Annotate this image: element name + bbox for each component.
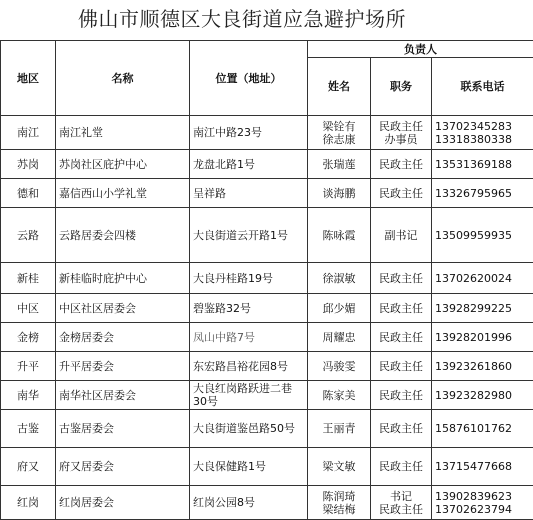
cell-location: 大良丹桂路19号: [190, 263, 308, 294]
cell-phone-line: 13531369188: [435, 158, 530, 171]
cell-district: 南华: [1, 381, 56, 410]
cell-position: [371, 179, 432, 208]
cell-position-line: 民政主任: [374, 389, 428, 402]
cell-phone: [432, 150, 533, 179]
cell-district: 金榜: [1, 323, 56, 352]
table-row: [1, 208, 533, 263]
header-name: 名称: [56, 41, 190, 116]
cell-name: 南江礼堂: [56, 116, 190, 150]
table-row: [1, 410, 533, 448]
cell-location: 大良街道云开路1号: [190, 208, 308, 263]
cell-phone: [432, 263, 533, 294]
table-row: [1, 323, 533, 352]
cell-person-name-line: 陈家美: [311, 389, 367, 402]
cell-position: [371, 448, 432, 486]
cell-position: [371, 381, 432, 410]
cell-location: 龙盘北路1号: [190, 150, 308, 179]
cell-district: 升平: [1, 352, 56, 381]
cell-phone: [432, 410, 533, 448]
cell-district: 德和: [1, 179, 56, 208]
header-district: 地区: [1, 41, 56, 116]
header-position: 职务: [371, 58, 432, 116]
cell-phone: [432, 448, 533, 486]
cell-position-line: 民政主任: [374, 360, 428, 373]
cell-name: 南华社区居委会: [56, 381, 190, 410]
page-title: 佛山市顺德区大良街道应急避护场所: [78, 2, 518, 36]
cell-phone-line: 13702620024: [435, 272, 530, 285]
cell-position-line: 民政主任: [374, 302, 428, 315]
cell-person-name-line: 张瑞莲: [311, 158, 367, 171]
cell-position: [371, 150, 432, 179]
cell-position-line: 民政主任: [374, 422, 428, 435]
cell-name: 新桂临时庇护中心: [56, 263, 190, 294]
cell-district: 云路: [1, 208, 56, 263]
table-row: [1, 381, 533, 410]
cell-phone-line: 13318380338: [435, 133, 530, 146]
cell-person-name-line: 周耀忠: [311, 331, 367, 344]
cell-position-line: 民政主任: [374, 120, 428, 133]
cell-person-name-line: 邱少媚: [311, 302, 367, 315]
cell-person-name: [308, 352, 371, 381]
cell-name: 红岗居委会: [56, 486, 190, 520]
cell-person-name: [308, 381, 371, 410]
cell-person-name: [308, 448, 371, 486]
cell-person-name-line: 王丽青: [311, 422, 367, 435]
cell-position-line: 副书记: [374, 229, 428, 242]
cell-position-line: 办事员: [374, 133, 428, 146]
table-row: [1, 116, 533, 150]
cell-name: 府又居委会: [56, 448, 190, 486]
cell-location: 大良保健路1号: [190, 448, 308, 486]
cell-phone: [432, 352, 533, 381]
cell-person-name: [308, 294, 371, 323]
table-row: [1, 263, 533, 294]
cell-location: 凤山中路7号: [190, 323, 308, 352]
cell-phone-line: 13923282980: [435, 389, 530, 402]
cell-position-line: 民政主任: [374, 331, 428, 344]
cell-position-line: 民政主任: [374, 460, 428, 473]
cell-person-name-line: 陈润琦: [311, 490, 367, 503]
cell-district: 新桂: [1, 263, 56, 294]
cell-person-name: [308, 323, 371, 352]
cell-position: [371, 263, 432, 294]
cell-district: 古鉴: [1, 410, 56, 448]
cell-district: 府又: [1, 448, 56, 486]
cell-phone-line: 15876101762: [435, 422, 530, 435]
cell-district: 中区: [1, 294, 56, 323]
cell-person-name: [308, 150, 371, 179]
header-person-name: 姓名: [308, 58, 371, 116]
cell-person-name-line: 冯骏雯: [311, 360, 367, 373]
cell-location: 南江中路23号: [190, 116, 308, 150]
cell-position: [371, 208, 432, 263]
header-location: 位置（地址）: [190, 41, 308, 116]
cell-district: 南江: [1, 116, 56, 150]
cell-person-name: [308, 410, 371, 448]
cell-name: 金榜居委会: [56, 323, 190, 352]
cell-position: [371, 116, 432, 150]
cell-position-line: 民政主任: [374, 272, 428, 285]
table-row: [1, 179, 533, 208]
cell-name: 苏岗社区庇护中心: [56, 150, 190, 179]
cell-position: [371, 410, 432, 448]
cell-position: [371, 294, 432, 323]
cell-name: 云路居委会四楼: [56, 208, 190, 263]
table-row: [1, 448, 533, 486]
cell-phone-line: 13715477668: [435, 460, 530, 473]
table-row: [1, 294, 533, 323]
cell-location: 大良街道鉴邑路50号: [190, 410, 308, 448]
cell-district: 红岗: [1, 486, 56, 520]
header-person-in-charge: 负责人: [308, 41, 533, 58]
cell-location: 呈祥路: [190, 179, 308, 208]
cell-position-line: 书记: [374, 490, 428, 503]
cell-phone-line: 13702623794: [435, 503, 530, 516]
cell-name: 升平居委会: [56, 352, 190, 381]
cell-person-name-line: 陈咏霞: [311, 229, 367, 242]
cell-person-name-line: 徐志康: [311, 133, 367, 146]
cell-district: 苏岗: [1, 150, 56, 179]
cell-phone-line: 13702345283: [435, 120, 530, 133]
cell-person-name-line: 梁文敏: [311, 460, 367, 473]
cell-name: 嘉信西山小学礼堂: [56, 179, 190, 208]
cell-person-name-line: 梁铨有: [311, 120, 367, 133]
cell-phone-line: 13509959935: [435, 229, 530, 242]
cell-phone: [432, 323, 533, 352]
cell-phone-line: 13326795965: [435, 187, 530, 200]
cell-location: 大良红岗路跃进二巷30号: [190, 381, 308, 410]
cell-phone: [432, 294, 533, 323]
cell-name: 中区社区居委会: [56, 294, 190, 323]
cell-phone-line: 13902839623: [435, 490, 530, 503]
cell-person-name-line: 谈海鹏: [311, 187, 367, 200]
cell-position: [371, 323, 432, 352]
table-row: [1, 150, 533, 179]
cell-position-line: 民政主任: [374, 158, 428, 171]
cell-position-line: 民政主任: [374, 503, 428, 516]
cell-person-name: [308, 263, 371, 294]
cell-phone: [432, 179, 533, 208]
cell-position: [371, 352, 432, 381]
cell-name: 古鉴居委会: [56, 410, 190, 448]
cell-person-name-line: 徐淑敏: [311, 272, 367, 285]
cell-person-name: [308, 208, 371, 263]
cell-location: 红岗公园8号: [190, 486, 308, 520]
cell-person-name-line: 梁结梅: [311, 503, 367, 516]
header-phone: 联系电话: [432, 58, 533, 116]
cell-person-name: [308, 116, 371, 150]
cell-phone-line: 13923261860: [435, 360, 530, 373]
shelter-table: [0, 40, 533, 520]
cell-position-line: 民政主任: [374, 187, 428, 200]
cell-phone: [432, 381, 533, 410]
cell-phone: [432, 116, 533, 150]
cell-location: 东宏路昌裕花园8号: [190, 352, 308, 381]
cell-phone-line: 13928299225: [435, 302, 530, 315]
cell-location: 碧鉴路32号: [190, 294, 308, 323]
cell-phone-line: 13928201996: [435, 331, 530, 344]
cell-person-name: [308, 179, 371, 208]
table-row: [1, 352, 533, 381]
cell-phone: [432, 208, 533, 263]
